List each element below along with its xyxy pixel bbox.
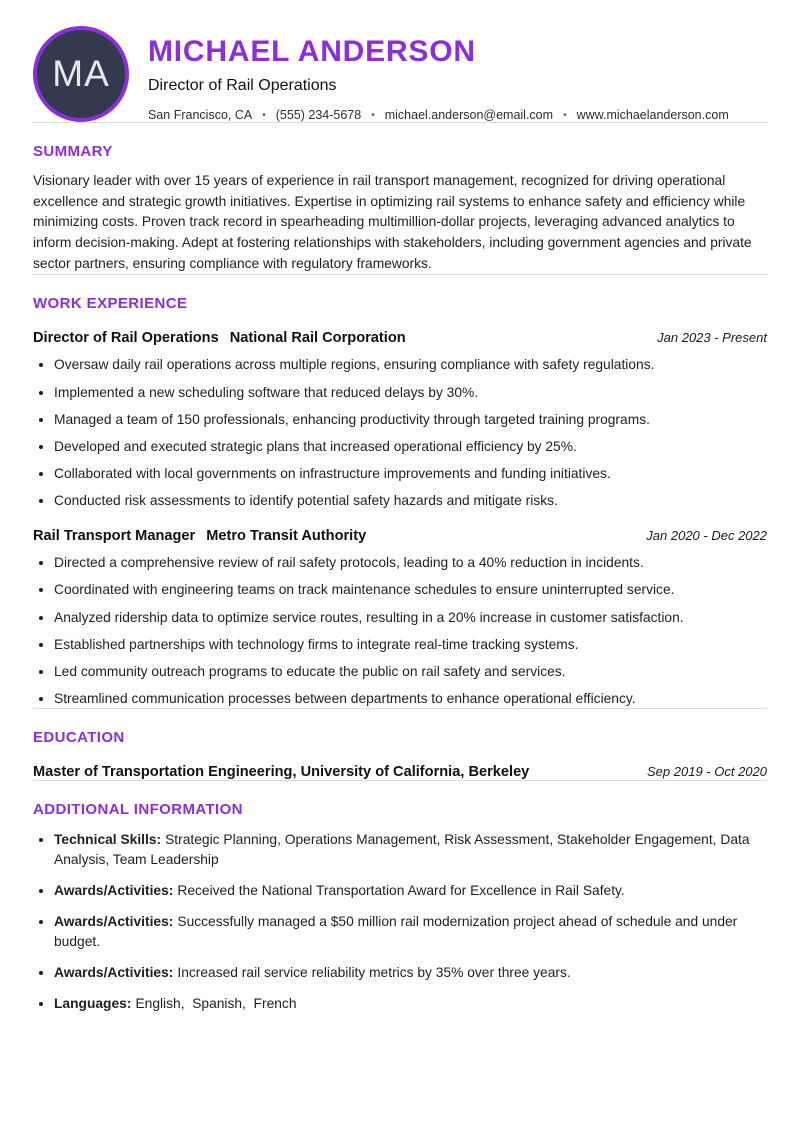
summary-heading: SUMMARY — [33, 143, 113, 160]
additional-info-list — [33, 830, 767, 1014]
job-bullet-list — [33, 355, 767, 510]
contact-location: San Francisco, CA — [148, 108, 253, 122]
summary-section — [33, 143, 767, 274]
additional-info-item — [54, 830, 767, 870]
additional-info-heading: ADDITIONAL INFORMATION — [33, 801, 243, 819]
additional-info-text: Received the National Transportation Award for Excellence in Rail Safety. — [177, 883, 625, 899]
job-dates: Jan 2023 - Present — [657, 330, 767, 346]
job-bullet: • Directed a comprehensive review of rail safety protocols, leading to a 40% reduction in incidents. — [54, 553, 767, 573]
contact-line — [148, 108, 729, 122]
additional-info-text: English, Spanish, French — [135, 996, 297, 1012]
education-dates: Sep 2019 - Oct 2020 — [647, 764, 767, 780]
additional-info-label: Awards/Activities: — [54, 914, 174, 930]
job-title: Rail Transport Manager — [33, 528, 196, 545]
section-divider — [33, 708, 767, 709]
education-heading: EDUCATION — [33, 729, 125, 747]
additional-info-item — [54, 912, 767, 952]
contact-website: www.michaelanderson.com — [576, 108, 729, 122]
job-company: Metro Transit Authority — [206, 528, 367, 545]
job-bullet: • Oversaw daily rail operations across multiple regions, ensuring compliance with safety regulations. — [54, 355, 767, 375]
additional-info-section — [33, 801, 767, 1014]
job-company: National Rail Corporation — [229, 330, 406, 347]
job-bullet: • Developed and executed strategic plans that increased operational efficiency by 25%. — [54, 437, 767, 457]
job-bullet: • Conducted risk assessments to identify potential safety hazards and mitigate risks. — [54, 491, 767, 511]
additional-info-item — [54, 963, 767, 983]
person-job-title: Director of Rail Operations — [148, 77, 337, 94]
job-header-row — [33, 528, 767, 544]
job-bullet: • Managed a team of 150 professionals, enhancing productivity through targeted training programs. — [54, 410, 767, 430]
header-text — [148, 26, 729, 122]
job-bullet: • Collaborated with local governments on infrastructure improvements and funding initiatives. — [54, 464, 767, 484]
job-bullet: • Established partnerships with technology firms to integrate real-time tracking systems. — [54, 635, 767, 655]
job-entry — [33, 528, 767, 708]
contact-phone: (555) 234-5678 — [275, 108, 362, 122]
additional-info-label: Technical Skills: — [54, 832, 162, 848]
job-header-row — [33, 330, 767, 346]
job-bullet: • Coordinated with engineering teams on track maintenance schedules to ensure uninterrupted service. — [54, 580, 767, 600]
header-divider — [33, 122, 767, 123]
education-degree: Master of Transportation Engineering, University of California, Berkeley — [33, 764, 530, 781]
education-entry-row — [33, 764, 767, 780]
additional-info-label: Languages: — [54, 996, 132, 1012]
avatar — [33, 26, 129, 122]
education-section — [33, 729, 767, 780]
job-entry — [33, 330, 767, 510]
job-dates: Jan 2020 - Dec 2022 — [646, 528, 767, 544]
additional-info-label: Awards/Activities: — [54, 883, 174, 899]
job-titles — [33, 528, 366, 544]
additional-info-item — [54, 881, 767, 901]
additional-info-text: Successfully managed a $50 million rail modernization project ahead of schedule and under budget. — [54, 914, 742, 950]
additional-info-text: Increased rail service reliability metrics by 35% over three years. — [177, 965, 571, 981]
job-titles — [33, 330, 406, 346]
work-experience-section — [33, 295, 767, 708]
additional-info-label: Awards/Activities: — [54, 965, 174, 981]
additional-info-item — [54, 994, 767, 1014]
section-divider — [33, 274, 767, 275]
job-bullet: • Analyzed ridership data to optimize service routes, resulting in a 20% increase in customer satisfaction. — [54, 608, 767, 628]
summary-text: Visionary leader with over 15 years of experience in rail transport management, recognized for driving operational excellence and strategic growth initiatives. Expertise in optimizing rail systems to enhance safety and efficiency while minimizing costs. Proven track record in spearheading multimillion-dollar projects, leveraging advanced analytics to inform decision-making. Adept at fostering relationships with stakeholders, including government agencies and private sector partners, ensuring compliance with regulatory frameworks. — [33, 173, 752, 271]
work-experience-heading: WORK EXPERIENCE — [33, 295, 188, 313]
separator-dot-icon: • — [371, 110, 375, 121]
job-bullet-list — [33, 553, 767, 708]
resume-header — [33, 26, 767, 122]
separator-dot-icon: • — [262, 110, 266, 121]
person-name: MICHAEL ANDERSON — [148, 35, 476, 68]
additional-info-text: Strategic Planning, Operations Management, Risk Assessment, Stakeholder Engagement, Data Analysis, Team Leadership — [54, 832, 753, 868]
job-title: Director of Rail Operations — [33, 330, 219, 347]
section-divider — [33, 780, 767, 781]
separator-dot-icon: • — [563, 110, 567, 121]
contact-email: michael.anderson@email.com — [384, 108, 554, 122]
avatar-initials: MA — [52, 53, 110, 94]
job-bullet: • Streamlined communication processes between departments to enhance operational efficiency. — [54, 689, 767, 709]
job-bullet: • Led community outreach programs to educate the public on rail safety and services. — [54, 662, 767, 682]
job-bullet: • Implemented a new scheduling software that reduced delays by 30%. — [54, 383, 767, 403]
